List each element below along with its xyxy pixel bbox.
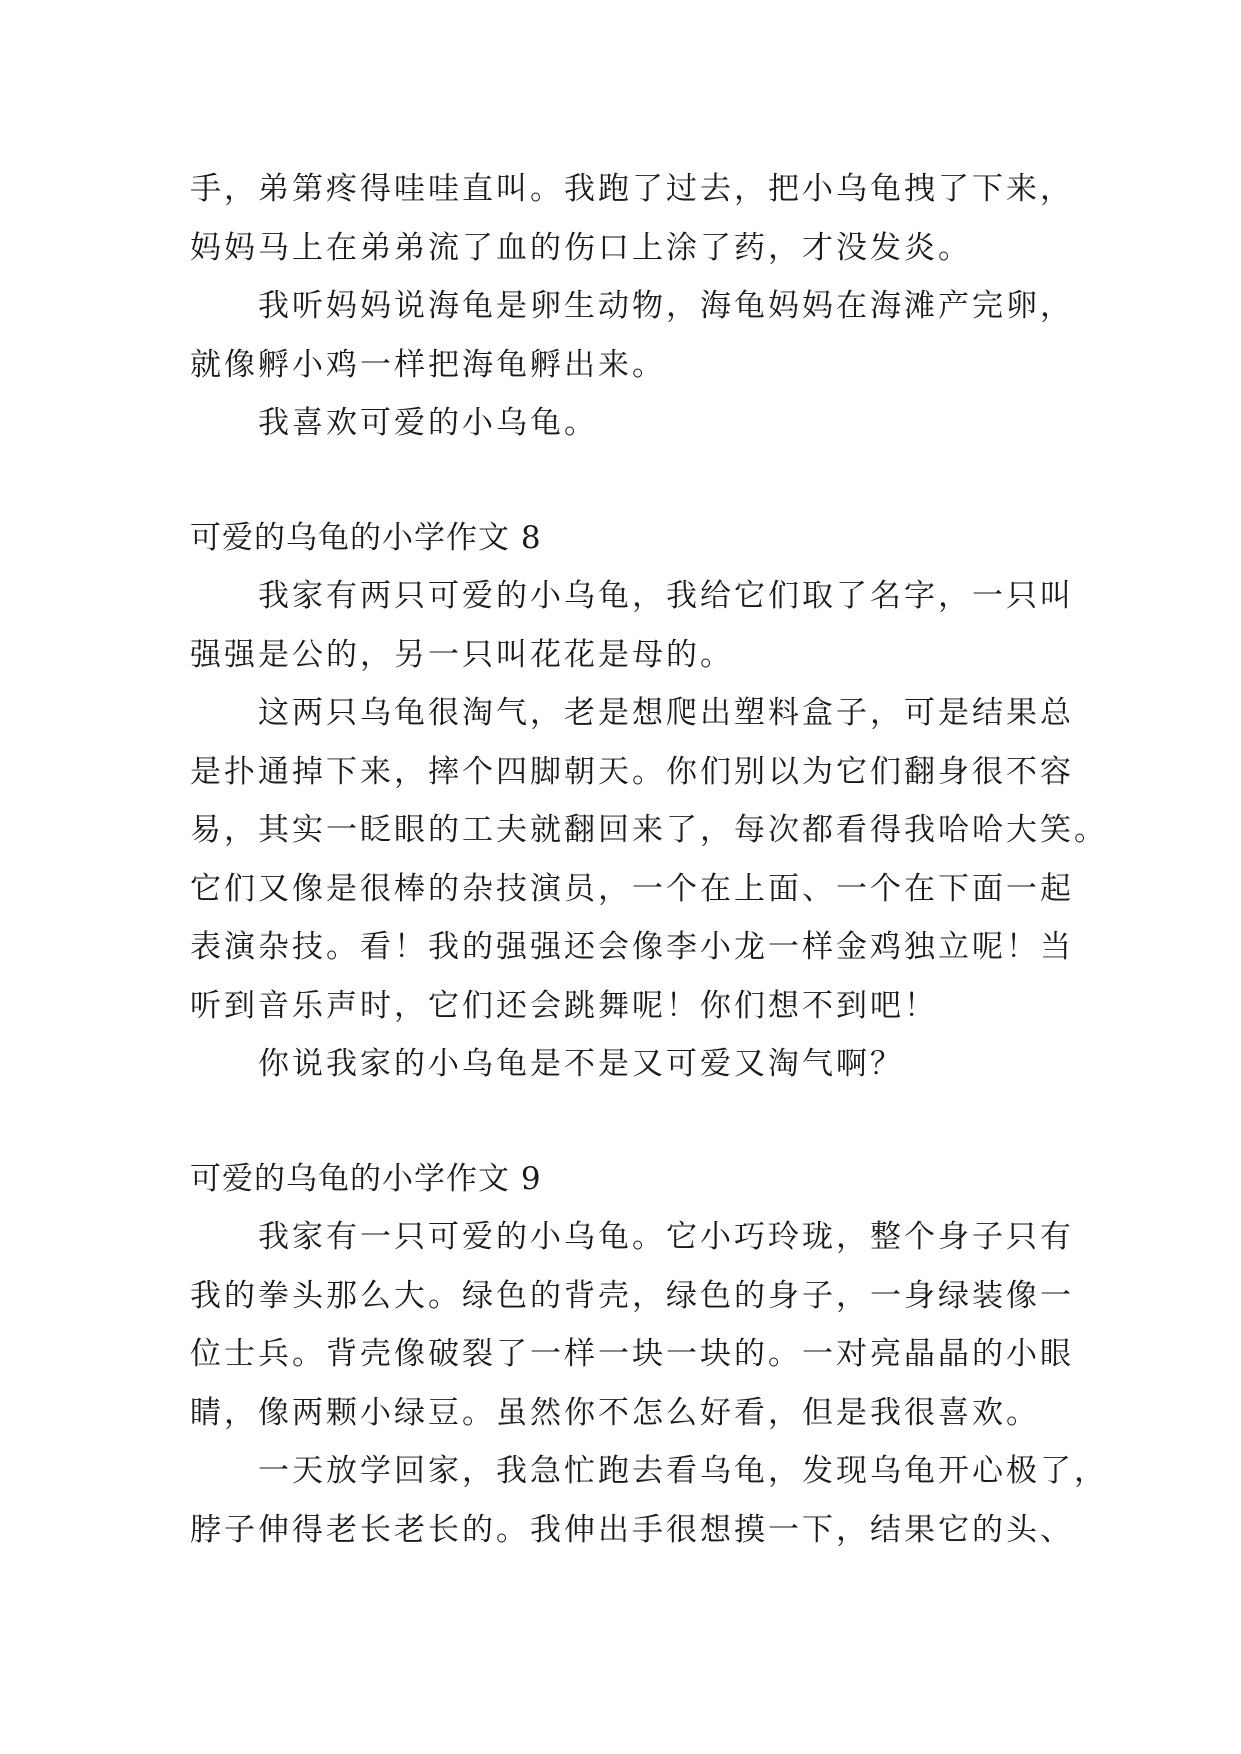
paragraph-line: 我听妈妈说海龟是卵生动物，海龟妈妈在海滩产完卵， [258, 288, 1074, 324]
paragraph-line: 我喜欢可爱的小乌龟。 [258, 405, 598, 441]
paragraph-line: 听到音乐声时，它们还会跳舞呢！你们想不到吧！ [190, 987, 938, 1024]
paragraph-line: 我家有两只可爱的小乌龟，我给它们取了名字，一只叫 [258, 578, 1074, 614]
paragraph-line: 位士兵。背壳像破裂了一样一块一块的。一对亮晶晶的小眼 [190, 1336, 1074, 1372]
section-spacer [190, 453, 1070, 509]
section-spacer [190, 1094, 1070, 1150]
document-body [190, 160, 1108, 1559]
paragraph-line: 我家有一只可爱的小乌龟。它小巧玲珑，整个身子只有 [258, 1219, 1074, 1255]
paragraph-line: 睛，像两颗小绿豆。虽然你不怎么好看，但是我很喜欢。 [190, 1394, 1040, 1431]
paragraph-line: 就像孵小鸡一样把海龟孵出来。 [190, 346, 666, 383]
paragraph-line: 表演杂技。看！我的强强还会像李小龙一样金鸡独立呢！当 [190, 929, 1074, 965]
paragraph-line: 一天放学回家，我急忙跑去看乌龟，发现乌龟开心极了， [258, 1453, 1108, 1489]
section-heading: 可爱的乌龟的小学作文 9 [190, 1160, 542, 1197]
paragraph-line: 手，弟第疼得哇哇直叫。我跑了过去，把小乌龟拽了下来， [190, 171, 1074, 207]
paragraph-line: 我的拳头那么大。绿色的背壳，绿色的身子，一身绿装像一 [190, 1277, 1074, 1314]
paragraph-line: 易，其实一眨眼的工夫就翻回来了，每次都看得我哈哈大笑。 [190, 812, 1108, 848]
paragraph-line: 脖子伸得老长老长的。我伸出手很想摸一下，结果它的头、 [190, 1511, 1074, 1548]
paragraph-line: 妈妈马上在弟弟流了血的伤口上涂了药，才没发炎。 [190, 229, 972, 266]
paragraph-line: 它们又像是很棒的杂技演员，一个在上面、一个在下面一起 [190, 870, 1074, 907]
paragraph-line: 是扑通掉下来，摔个四脚朝天。你们别以为它们翻身很不容 [190, 753, 1074, 790]
section-heading: 可爱的乌龟的小学作文 8 [190, 519, 542, 556]
paragraph-line: 这两只乌龟很淘气，老是想爬出塑料盒子，可是结果总 [258, 695, 1074, 731]
paragraph-line: 你说我家的小乌龟是不是又可爱又淘气啊？ [258, 1046, 904, 1082]
paragraph-line: 强强是公的，另一只叫花花是母的。 [190, 636, 734, 673]
